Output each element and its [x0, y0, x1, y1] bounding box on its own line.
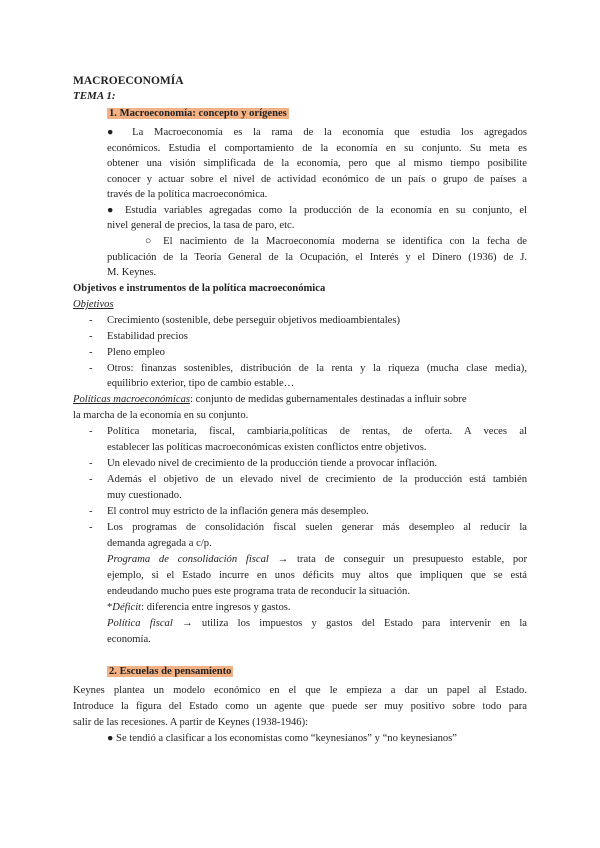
- fiscal-line1: Política fiscal → utiliza los impuestos y gastos del Estado para intervenir en la: [107, 618, 527, 629]
- s2-bullet: ● Se tendió a clasificar a los economistas como “keynesianos” y “no keynesianos”: [107, 733, 457, 744]
- objectives-subheading: Objetivos: [73, 299, 114, 310]
- bullet-dash: -: [89, 474, 93, 485]
- policy-item: Además el objetivo de un elevado nivel de crecimiento de la producción está también: [107, 474, 527, 485]
- policy-item: El control muy estricto de la inflación genera más desempleo.: [107, 506, 369, 517]
- policy-item: Política monetaria, fiscal, cambiaria,políticas de rentas, de oferta. A veces al: [107, 426, 527, 437]
- s1-p2-line1: ● Estudia variables agregadas como la producción de la economía en su conjunto, el: [107, 205, 527, 216]
- s1-p1-line1: ● La Macroeconomía es la rama de la economía que estudia los agregados: [107, 127, 527, 138]
- fiscal-line2: economía.: [107, 634, 151, 645]
- objectives-heading: Objetivos e instrumentos de la política macroeconómica: [73, 283, 326, 294]
- policy-item-cont: muy cuestionado.: [107, 490, 182, 501]
- policies-intro: Políticas macroeconómicas: conjunto de medidas gubernamentales destinadas a influir sobre: [73, 394, 467, 405]
- s1-p3-line3: M. Keynes.: [107, 267, 157, 278]
- objective-item: Estabilidad precios: [107, 331, 188, 342]
- policy-item-cont: demanda agregada a c/p.: [107, 538, 212, 549]
- s1-p1-line2: económicos. Estudia el comportamiento de la economía en su conjunto. Su meta es: [107, 143, 527, 154]
- s1-p3-line1: ○ El nacimiento de la Macroeconomía moderna se identifica con la fecha de: [145, 236, 527, 247]
- s1-p1-line3: obtener una visión simplificada de la economía, pero que al mismo tiempo posibilite: [107, 158, 527, 169]
- section1-heading: 1. Macroeconomía: concepto y orígenes: [109, 108, 287, 119]
- bullet-dash: -: [89, 426, 93, 437]
- s2-line2: Introduce la figura del Estado como un agente que puede ser muy positivo sobre todo para: [73, 701, 527, 712]
- objective-item-cont: equilibrio exterior, tipo de cambio estable…: [107, 378, 295, 389]
- section2-heading: 2. Escuelas de pensamiento: [109, 666, 232, 677]
- s2-line1: Keynes plantea un modelo económico en el que le empieza a dar un papel al Estado.: [73, 685, 527, 696]
- objective-item: Otros: finanzas sostenibles, distribución de la renta y la riqueza (mucha clase media),: [107, 363, 527, 374]
- s1-p2-line2: nivel general de precios, la tasa de paro, etc.: [107, 220, 295, 231]
- policy-item: Los programas de consolidación fiscal suelen generar más desempleo al reducir la: [107, 522, 527, 533]
- consolidacion-line3: endeudando mucho pues este programa trata de reconducir la situación.: [107, 586, 410, 597]
- policies-intro-line2: la marcha de la economía en su conjunto.: [73, 410, 249, 421]
- objective-item: Pleno empleo: [107, 347, 165, 358]
- bullet-dash: -: [89, 458, 93, 469]
- bullet-dash: -: [89, 506, 93, 517]
- consolidacion-line2: ejemplo, si el Estado incurre en unos déficits muy altos que impliquen que se está: [107, 570, 527, 581]
- consolidacion-line1: Programa de consolidación fiscal → trata de conseguir un presupuesto estable, por: [107, 554, 527, 565]
- bullet-dash: -: [89, 347, 93, 358]
- s2-line3: salir de las recesiones. A partir de Keynes (1938-1946):: [73, 717, 309, 728]
- s1-p3-line2: publicación de la Teoría General de la Ocupación, el Interés y el Dinero (1936) de J.: [107, 252, 527, 263]
- deficit-definition: *Déficit: diferencia entre ingresos y gastos.: [107, 602, 291, 613]
- bullet-dash: -: [89, 363, 93, 374]
- bullet-dash: -: [89, 331, 93, 342]
- policy-item-cont: establecer las políticas macroeconómicas existen conflictos entre objetivos.: [107, 442, 427, 453]
- bullet-dash: -: [89, 315, 93, 326]
- s1-p1-line4: conocer y actuar sobre el nivel de actividad económico de un país o grupo de países a: [107, 174, 527, 185]
- objective-item: Crecimiento (sostenible, debe perseguir objetivos medioambientales): [107, 315, 401, 326]
- document-title: MACROECONOMÍA: [73, 75, 184, 87]
- tema-label: TEMA 1:: [73, 90, 116, 102]
- policy-item: Un elevado nivel de crecimiento de la producción tiende a provocar inflación.: [107, 458, 438, 469]
- s1-p1-line5: través de la política macroeconómica.: [107, 189, 268, 200]
- bullet-dash: -: [89, 522, 93, 533]
